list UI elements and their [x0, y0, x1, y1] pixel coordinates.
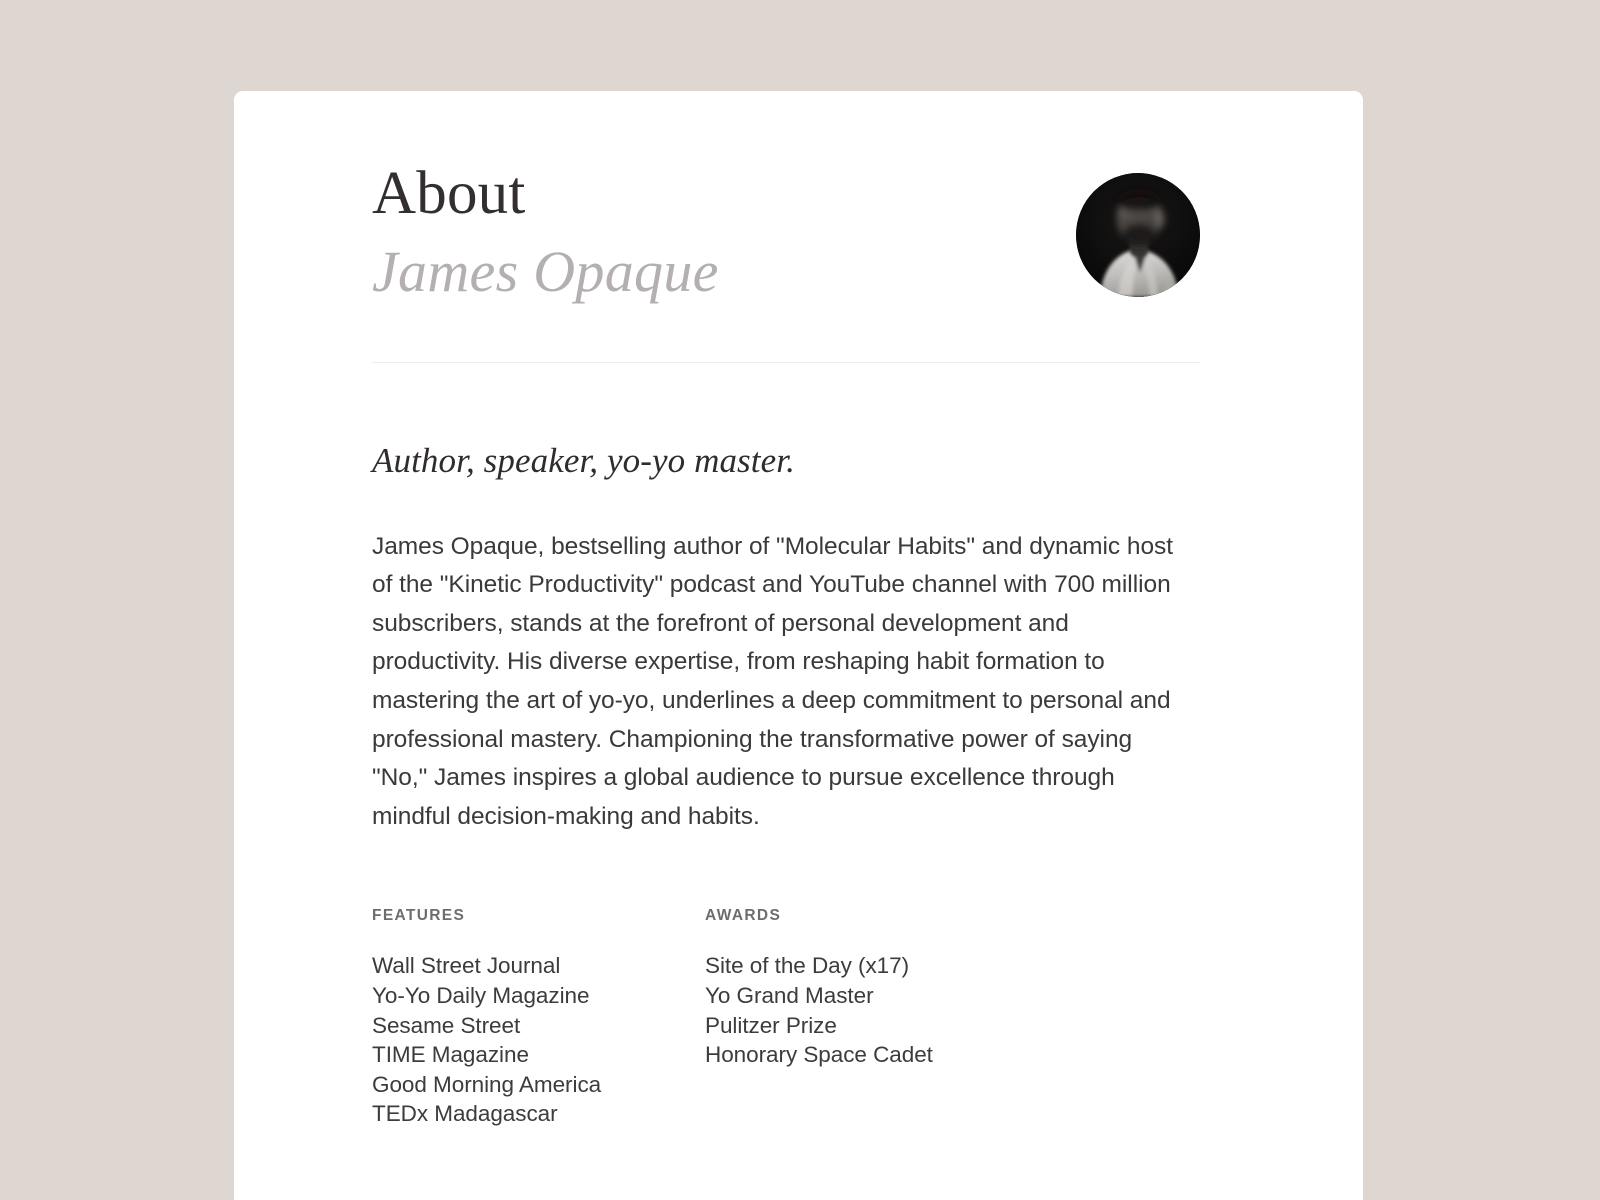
list-item: Good Morning America: [372, 1071, 602, 1097]
list-item: TEDx Madagascar: [372, 1101, 558, 1127]
meta-columns: [372, 907, 1200, 1129]
portrait-photo-icon: [1076, 173, 1200, 297]
page-subtitle: James Opaque: [372, 239, 719, 304]
list-item: Sesame Street: [372, 1012, 521, 1038]
card-content: [372, 91, 1200, 1129]
header-divider: [372, 362, 1200, 363]
awards-heading: AWARDS: [705, 907, 782, 925]
features-heading: FEATURES: [372, 907, 466, 925]
list-item: Yo-Yo Daily Magazine: [372, 982, 590, 1008]
page-header: [372, 91, 1200, 303]
main-content: [372, 439, 1200, 1129]
awards-list: [705, 951, 1125, 1069]
bio-paragraph: James Opaque, bestselling author of "Molecular Habits" and dynamic host of the "Kinetic Productivity" podcast and YouTube channel with 700 million subscribers, stands at the forefront of personal development and productivity. His diverse expertise, from reshaping habit formation to mastering the art of yo-yo, underlines a deep commitment to personal and professional mastery. Championing the transformative power of saying "No," James inspires a global audience to pursue excellence through mindful decision-making and habits.: [372, 532, 1173, 830]
list-item: Honorary Space Cadet: [705, 1042, 933, 1068]
about-card: [234, 91, 1363, 1200]
list-item: TIME Magazine: [372, 1042, 529, 1068]
avatar: [1076, 173, 1200, 297]
page-title: About: [372, 160, 526, 227]
features-column: [372, 907, 705, 1129]
list-item: Site of the Day (x17): [705, 953, 910, 979]
list-item: Pulitzer Prize: [705, 1012, 837, 1038]
features-list: [372, 951, 705, 1129]
title-block: [372, 160, 972, 304]
list-item: Yo Grand Master: [705, 982, 874, 1008]
tagline: Author, speaker, yo-yo master.: [372, 440, 795, 480]
list-item: Wall Street Journal: [372, 953, 561, 979]
awards-column: [705, 907, 1125, 1129]
